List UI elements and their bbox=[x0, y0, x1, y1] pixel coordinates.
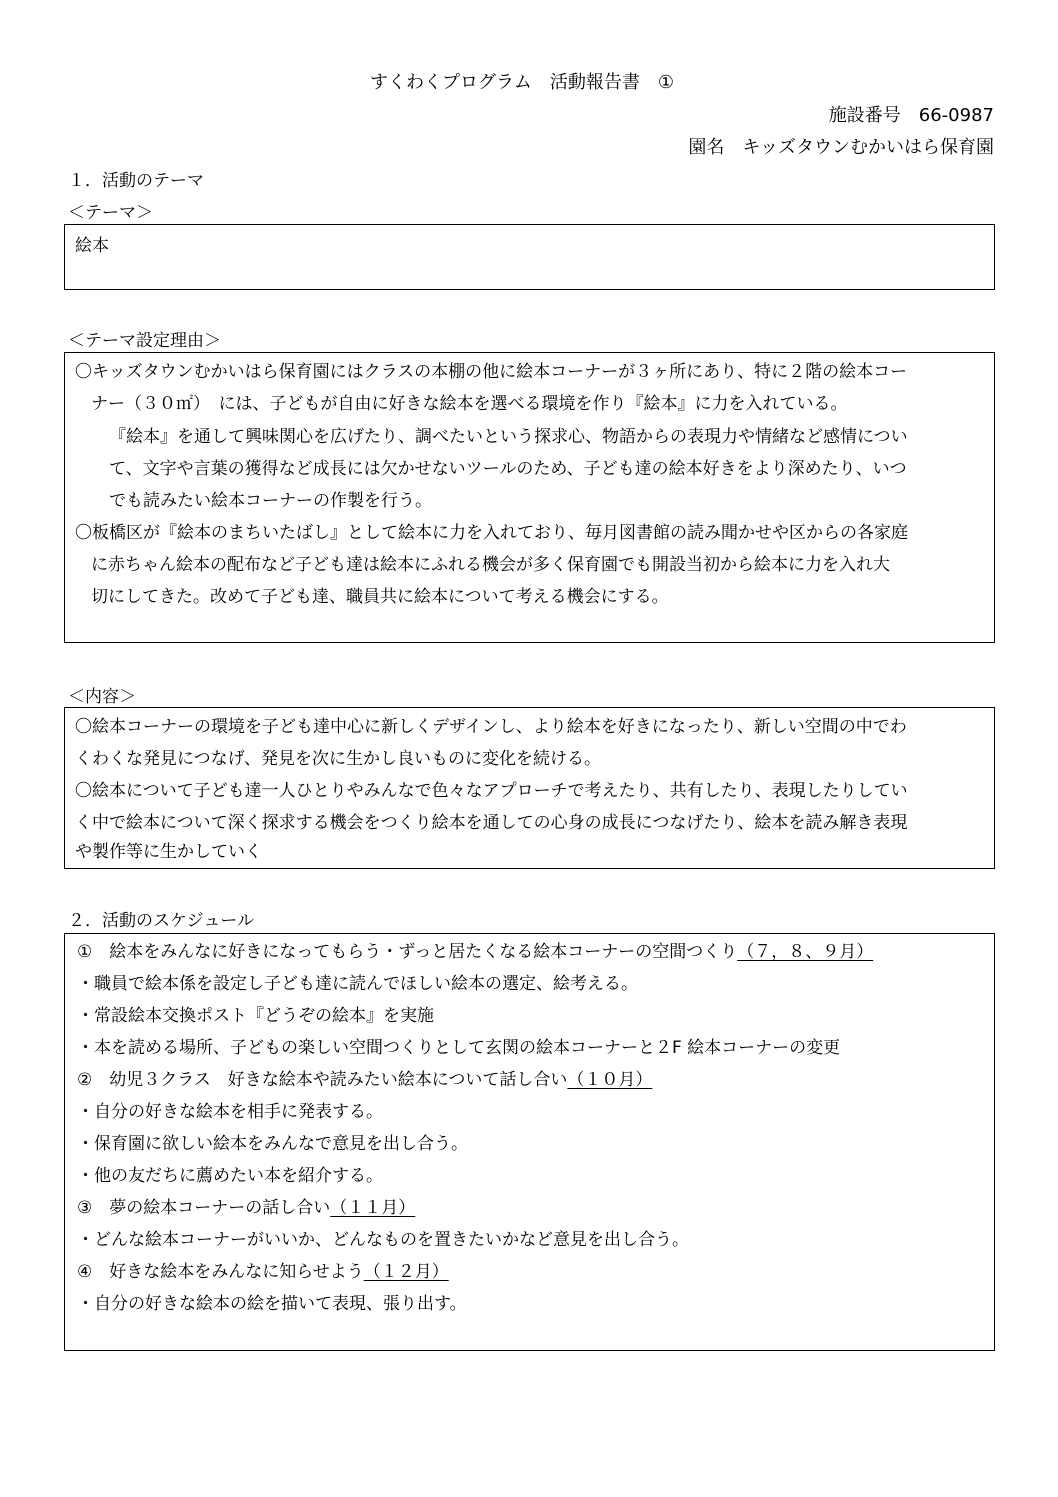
theme-value: 絵本 bbox=[75, 236, 109, 256]
schedule-item-text: ・常設絵本交換ポスト『どうぞの絵本』を実施 bbox=[77, 1006, 434, 1026]
theme-box bbox=[64, 224, 995, 290]
schedule-item-text: ② 幼児３クラス 好きな絵本や読みたい絵本について話し合い bbox=[77, 1070, 568, 1090]
content-line: 〇絵本コーナーの環境を子ども達中心に新しくデザインし、より絵本を好きになったり、新しい空間の中でわ bbox=[75, 717, 907, 737]
schedule-item-text: ・保育園に欲しい絵本をみんなで意見を出し合う。 bbox=[77, 1134, 468, 1154]
schedule-item-text: ・他の友だちに薦めたい本を紹介する。 bbox=[77, 1166, 383, 1186]
reason-line: 切にしてきた。改めて子ども達、職員共に絵本について考える機会にする。 bbox=[91, 587, 669, 607]
facility-name: 園名 キッズタウンむかいはら保育園 bbox=[688, 137, 994, 158]
theme-label: ＜テーマ＞ bbox=[68, 203, 153, 223]
reason-line: でも読みたい絵本コーナーの作製を行う。 bbox=[109, 491, 432, 511]
reason-line: 『絵本』を通して興味関心を広げたり、調べたいという探求心、物語からの表現力や情緒など感情につい bbox=[109, 427, 908, 447]
schedule-item bbox=[77, 1096, 383, 1128]
schedule-item bbox=[77, 968, 638, 1000]
section1-heading: １．活動のテーマ bbox=[68, 171, 204, 191]
reason-line: ナー（３０㎡） には、子どもが自由に好きな絵本を選べる環境を作り『絵本』に力を入れている。 bbox=[91, 394, 848, 414]
schedule-item-text: ④ 好きな絵本をみんなに知らせよう bbox=[77, 1262, 364, 1282]
reason-line: 〇キッズタウンむかいはら保育園にはクラスの本棚の他に絵本コーナーが３ヶ所にあり、特に２階の絵本コー bbox=[75, 362, 908, 382]
schedule-item bbox=[77, 1256, 449, 1288]
reason-line: 〇板橋区が『絵本のまちいたばし』として絵本に力を入れており、毎月図書館の読み聞かせや区からの各家庭 bbox=[75, 523, 908, 543]
schedule-item-text: ・本を読める場所、子どもの楽しい空間つくりとして玄関の絵本コーナーと２F 絵本コーナーの変更 bbox=[77, 1038, 841, 1058]
content-line: くわくな発見につなげ、発見を次に生かし良いものに変化を続ける。 bbox=[75, 749, 601, 769]
reason-box bbox=[64, 352, 995, 643]
content-line: く中で絵本について深く探求する機会をつくり絵本を通しての心身の成長につなげたり、絵本を読み解き表現 bbox=[75, 813, 908, 833]
reason-line: て、文字や言葉の獲得など成長には欠かせないツールのため、子ども達の絵本好きをより深めたり、いつ bbox=[109, 459, 907, 479]
schedule-item bbox=[77, 1128, 468, 1160]
document-title: すくわくプログラム 活動報告書 ① bbox=[370, 72, 674, 93]
schedule-item bbox=[77, 1000, 434, 1032]
reason-text bbox=[65, 353, 994, 642]
schedule-item bbox=[77, 1192, 415, 1224]
schedule-item bbox=[77, 1064, 652, 1096]
schedule-item bbox=[77, 1224, 689, 1256]
schedule-item bbox=[77, 1288, 467, 1320]
schedule-box bbox=[64, 933, 995, 1351]
schedule-item-text: ・職員で絵本係を設定し子ども達に読んでほしい絵本の選定、絵考える。 bbox=[77, 974, 638, 994]
content-box bbox=[64, 707, 995, 869]
content-line: 〇絵本について子ども達一人ひとりやみんなで色々なアプローチで考えたり、共有したり、表現したりしてい bbox=[75, 781, 908, 801]
schedule-item-period: （１２月） bbox=[363, 1262, 449, 1282]
section2-heading: ２．活動のスケジュール bbox=[68, 911, 254, 931]
reason-label: ＜テーマ設定理由＞ bbox=[68, 331, 221, 351]
schedule-item-period: （１１月） bbox=[330, 1198, 416, 1218]
schedule-item bbox=[77, 936, 873, 968]
schedule-item-period: （７，８、９月） bbox=[737, 942, 874, 962]
schedule-item-text: ・自分の好きな絵本の絵を描いて表現、張り出す。 bbox=[77, 1294, 467, 1314]
schedule-item-text: ・どんな絵本コーナーがいいか、どんなものを置きたいかなど意見を出し合う。 bbox=[77, 1230, 689, 1250]
reason-line: に赤ちゃん絵本の配布など子ども達は絵本にふれる機会が多く保育園でも開設当初から絵本に力を入れ大 bbox=[91, 555, 890, 575]
content-label: ＜内容＞ bbox=[68, 687, 136, 707]
schedule-item-text: ① 絵本をみんなに好きになってもらう・ずっと居たくなる絵本コーナーの空間つくり bbox=[77, 942, 738, 962]
schedule-item bbox=[77, 1032, 840, 1064]
content-line: や製作等に生かしていく bbox=[75, 842, 262, 862]
schedule-item-text: ③ 夢の絵本コーナーの話し合い bbox=[77, 1198, 331, 1218]
schedule-item-text: ・自分の好きな絵本を相手に発表する。 bbox=[77, 1102, 383, 1122]
schedule-item-period: （１０月） bbox=[567, 1070, 653, 1090]
facility-number: 施設番号 66-0987 bbox=[828, 105, 994, 126]
schedule-item bbox=[77, 1160, 383, 1192]
